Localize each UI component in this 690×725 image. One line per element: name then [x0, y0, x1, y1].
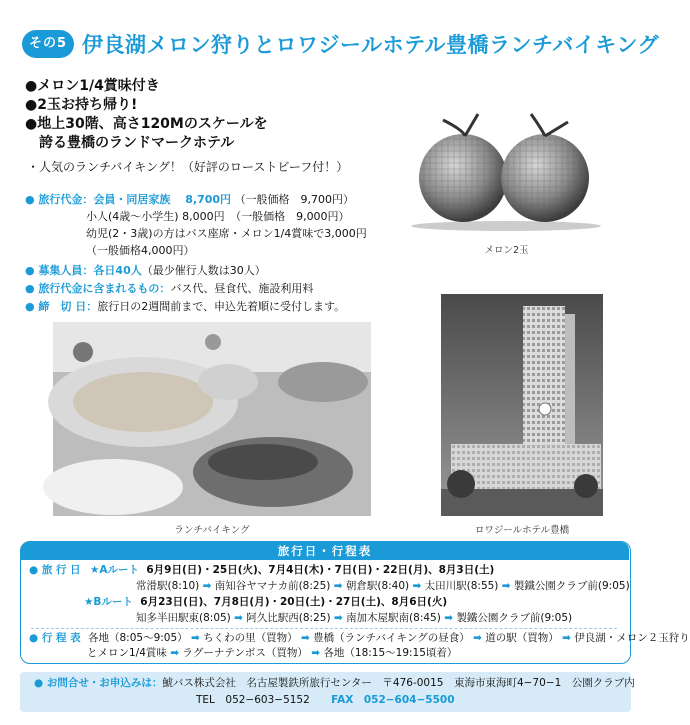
route-b-dates: 6月23日(日)、7月8日(月)・20日(土)・27日(土)、8月6日(火) — [140, 596, 448, 608]
deadline-label: ● 締 切 日： — [25, 300, 98, 313]
price-child: 小人(4歳〜小学生) 8,000円 （一般価格 9,000円） — [86, 210, 350, 223]
buffet-caption: ランチバイキング — [174, 525, 250, 536]
hotel-caption: ロワジールホテル豊橋 — [474, 525, 570, 536]
buffet-note: ・人気のランチバイキング！（好評のローストビーフ付！） — [27, 160, 349, 174]
contact-fax: FAX 052−604−5500 — [331, 694, 455, 706]
bullet-hotel-cont: 誇る豊橋のランドマークホテル — [25, 135, 235, 151]
recruit-value: 各日40人 — [93, 264, 142, 277]
recruit-min: （最少催行人数は30人） — [141, 264, 266, 277]
bullet-melon: ●メロン1/4賞味付き — [25, 78, 160, 94]
schedule-heading: 旅行日・行程表 — [21, 542, 629, 560]
melon-photo — [403, 100, 610, 231]
itinerary-line-1: ● 行 程 表 各地（8:05〜9:05） ➡ ちくわの里（買物） ➡ 豊橋（ランチバイキングの昼食） ➡ 道の駅（買物） ➡ 伊良湖・メロン２玉狩り — [29, 632, 690, 644]
price-infant: 幼児(2・3歳)の方はバス座席・メロン1/4賞味で3,000円 — [86, 227, 367, 240]
itinerary-line-2: とメロン1/4賞味 ➡ ラグーナテンボス（買物） ➡ 各地（18:15〜19:15頃着） — [87, 647, 458, 659]
bullet-take-home: ●2玉お持ち帰り! — [25, 97, 138, 113]
bullet-hotel: ●地上30階、高さ120Mのスケールを — [25, 116, 268, 132]
contact-tel: TEL 052−603−5152 — [196, 694, 310, 706]
schedule-divider — [31, 628, 617, 629]
melon-caption: メロン2玉 — [484, 245, 529, 256]
section-badge: その5 — [22, 30, 74, 58]
buffet-photo — [53, 322, 371, 516]
route-a-label: ★Aルート — [89, 564, 140, 576]
price-label: ● 旅行代金： — [25, 193, 94, 206]
hotel-photo — [441, 294, 603, 516]
route-a-dates: 6月9日(日)・25日(火)、7月4日(木)・7日(日)・22日(月)、8月3日(土) — [146, 564, 495, 576]
deadline-value: 旅行日の2週間前まで、申込先着順に受付します。 — [97, 300, 346, 313]
dates-label: ● 旅 行 日 — [29, 564, 81, 576]
page-title: 伊良湖メロン狩りとロワジールホテル豊橋ランチバイキング — [82, 33, 660, 57]
route-b-label: ★Bルート — [84, 596, 133, 608]
route-b-stops: 知多半田駅東(8:05) ➡ 阿久比駅西(8:25) ➡ 南加木屋駅南(8:45) ➡ 製鐵公園クラブ前(9:05) — [136, 612, 573, 624]
contact-company: 鯱バス株式会社 名古屋製鉄所旅行センター 〒476-0015 東海市東海町4−70−1 公園クラブ内 — [162, 677, 635, 689]
price-member-general: （一般価格 9,700円） — [234, 193, 355, 206]
contact-footer — [20, 672, 635, 712]
schedule-box — [20, 541, 690, 664]
included-value: バス代、昼食代、施設利用料 — [170, 282, 314, 295]
contact-label: ● お問合せ・お申込みは： — [34, 677, 163, 689]
price-member: 会員・同居家族 8,700円 — [93, 193, 232, 206]
route-a-stops: 常滑駅(8:10) ➡ 南知谷ヤマナカ前(8:25) ➡ 朝倉駅(8:40) ➡ 太田川駅(8:55) ➡ 製鐵公園クラブ前(9:05) — [136, 580, 630, 592]
recruit-label: ● 募集人員： — [25, 264, 94, 277]
price-infant-general: （一般価格4,000円） — [86, 244, 195, 257]
included-label: ● 旅行代金に含まれるもの： — [25, 282, 171, 295]
